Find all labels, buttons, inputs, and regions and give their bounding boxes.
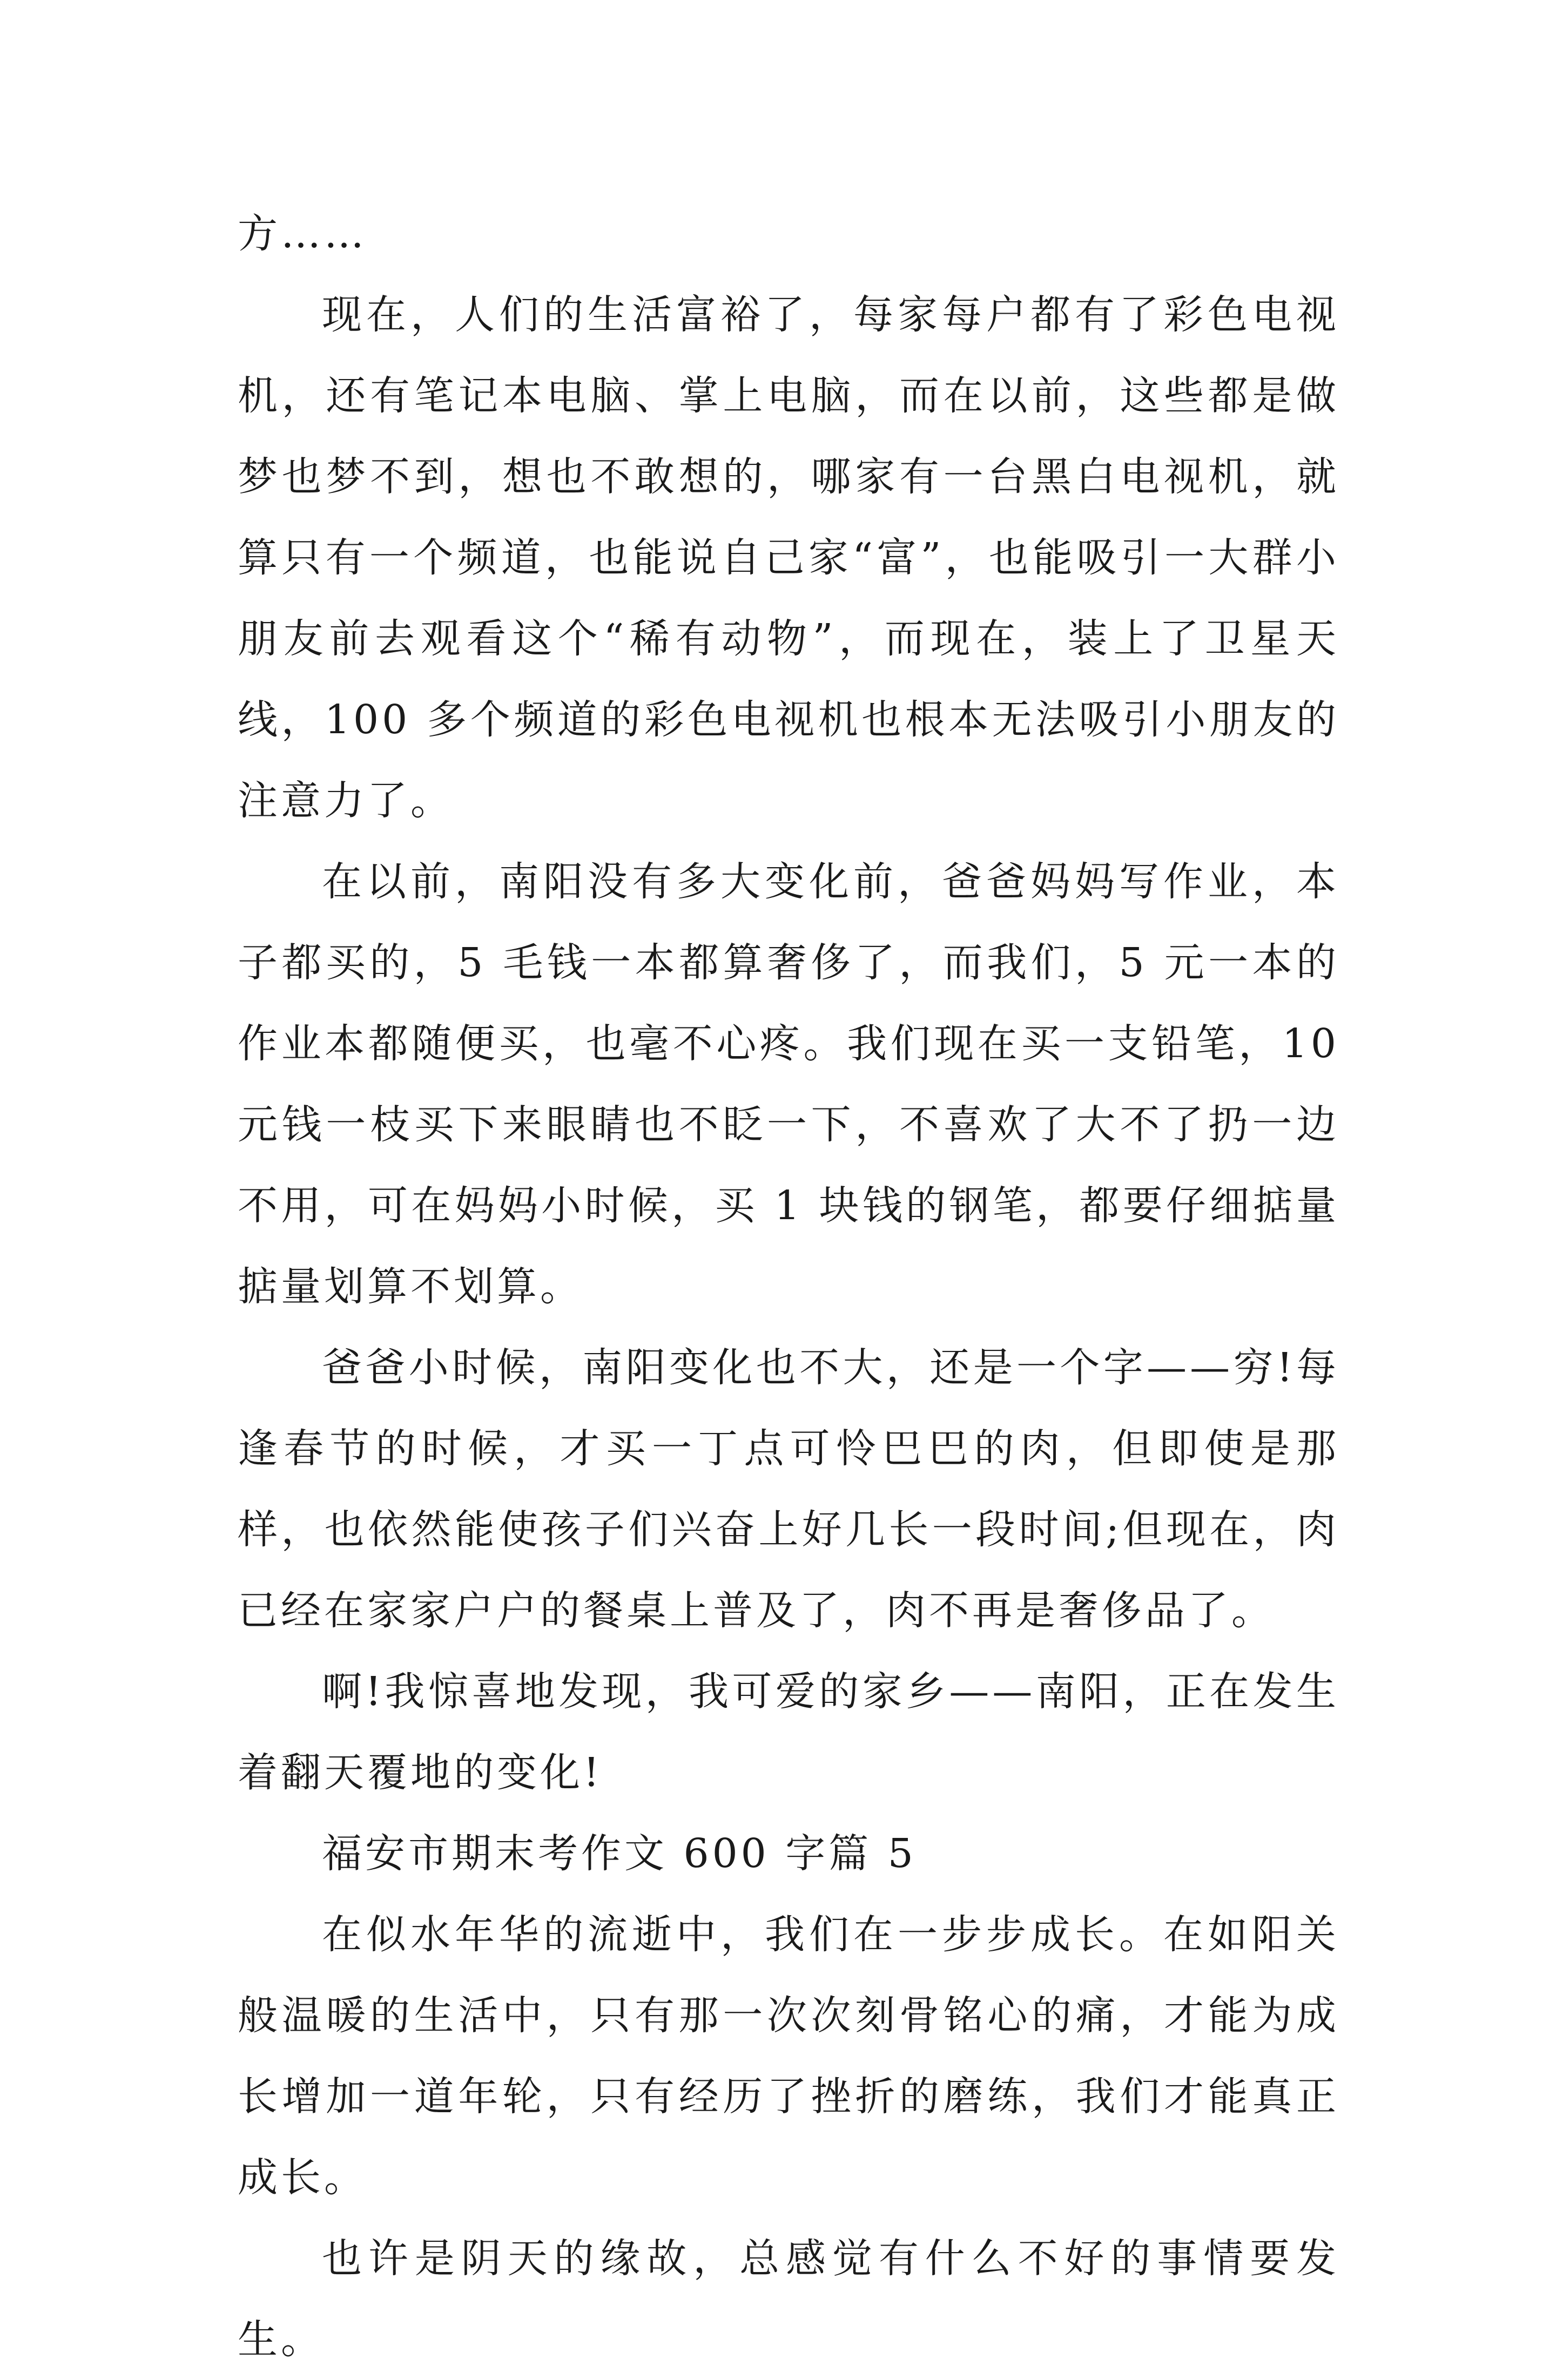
paragraph-tv: 现在，人们的生活富裕了，每家每户都有了彩色电视机，还有笔记本电脑、掌上电脑，而在以前，这些都是做梦也梦不到，想也不敢想的，哪家有一台黑白电视机，就算只有一个频道，也能说自己家“富”，也能吸引一大群小朋友前去观看这个“稀有动物”，而现在，装上了卫星天线，100 多个频道的彩色电视机也根本无法吸引小朋友的注意力了。 xyxy=(238,292,1339,824)
paragraph-homework: 在以前，南阳没有多大变化前，爸爸妈妈写作业，本子都买的，5 毛钱一本都算奢侈了，而我们，5 元一本的作业本都随便买，也毫不心疼。我们现在买一支铅笔，10 元钱一枝买下来眼睛也不眨一下，不喜欢了大不了扔一边不用，可在妈妈小时候，买 1 块钱的钢笔，都要仔细掂量掂量划算不划算。 xyxy=(238,858,1339,1310)
paragraph-cloudy: 也许是阴天的缘故，总感觉有什么不好的事情要发生。 xyxy=(238,2235,1339,2363)
paragraph-growth: 在似水年华的流逝中，我们在一步步成长。在如阳关般温暖的生活中，只有那一次次刻骨铭心的痛，才能为成长增加一道年轮，只有经历了挫折的磨练，我们才能真正成长。 xyxy=(238,1911,1339,2201)
paragraph-continuation: 方…… xyxy=(238,211,367,257)
body-text xyxy=(238,193,1339,2380)
paragraph-exclamation: 啊!我惊喜地发现，我可爱的家乡——南阳，正在发生着翻天覆地的变化! xyxy=(238,1668,1339,1796)
paragraph-father: 爸爸小时候，南阳变化也不大，还是一个字——穷!每逢春节的时候，才买一丁点可怜巴巴的肉，但即使是那样，也依然能使孩子们兴奋上好几长一段时间;但现在，肉已经在家家户户的餐桌上普及了，肉不再是奢侈品了。 xyxy=(238,1344,1339,1634)
section-heading: 福安市期末考作文 600 字篇 5 xyxy=(322,1830,917,1877)
